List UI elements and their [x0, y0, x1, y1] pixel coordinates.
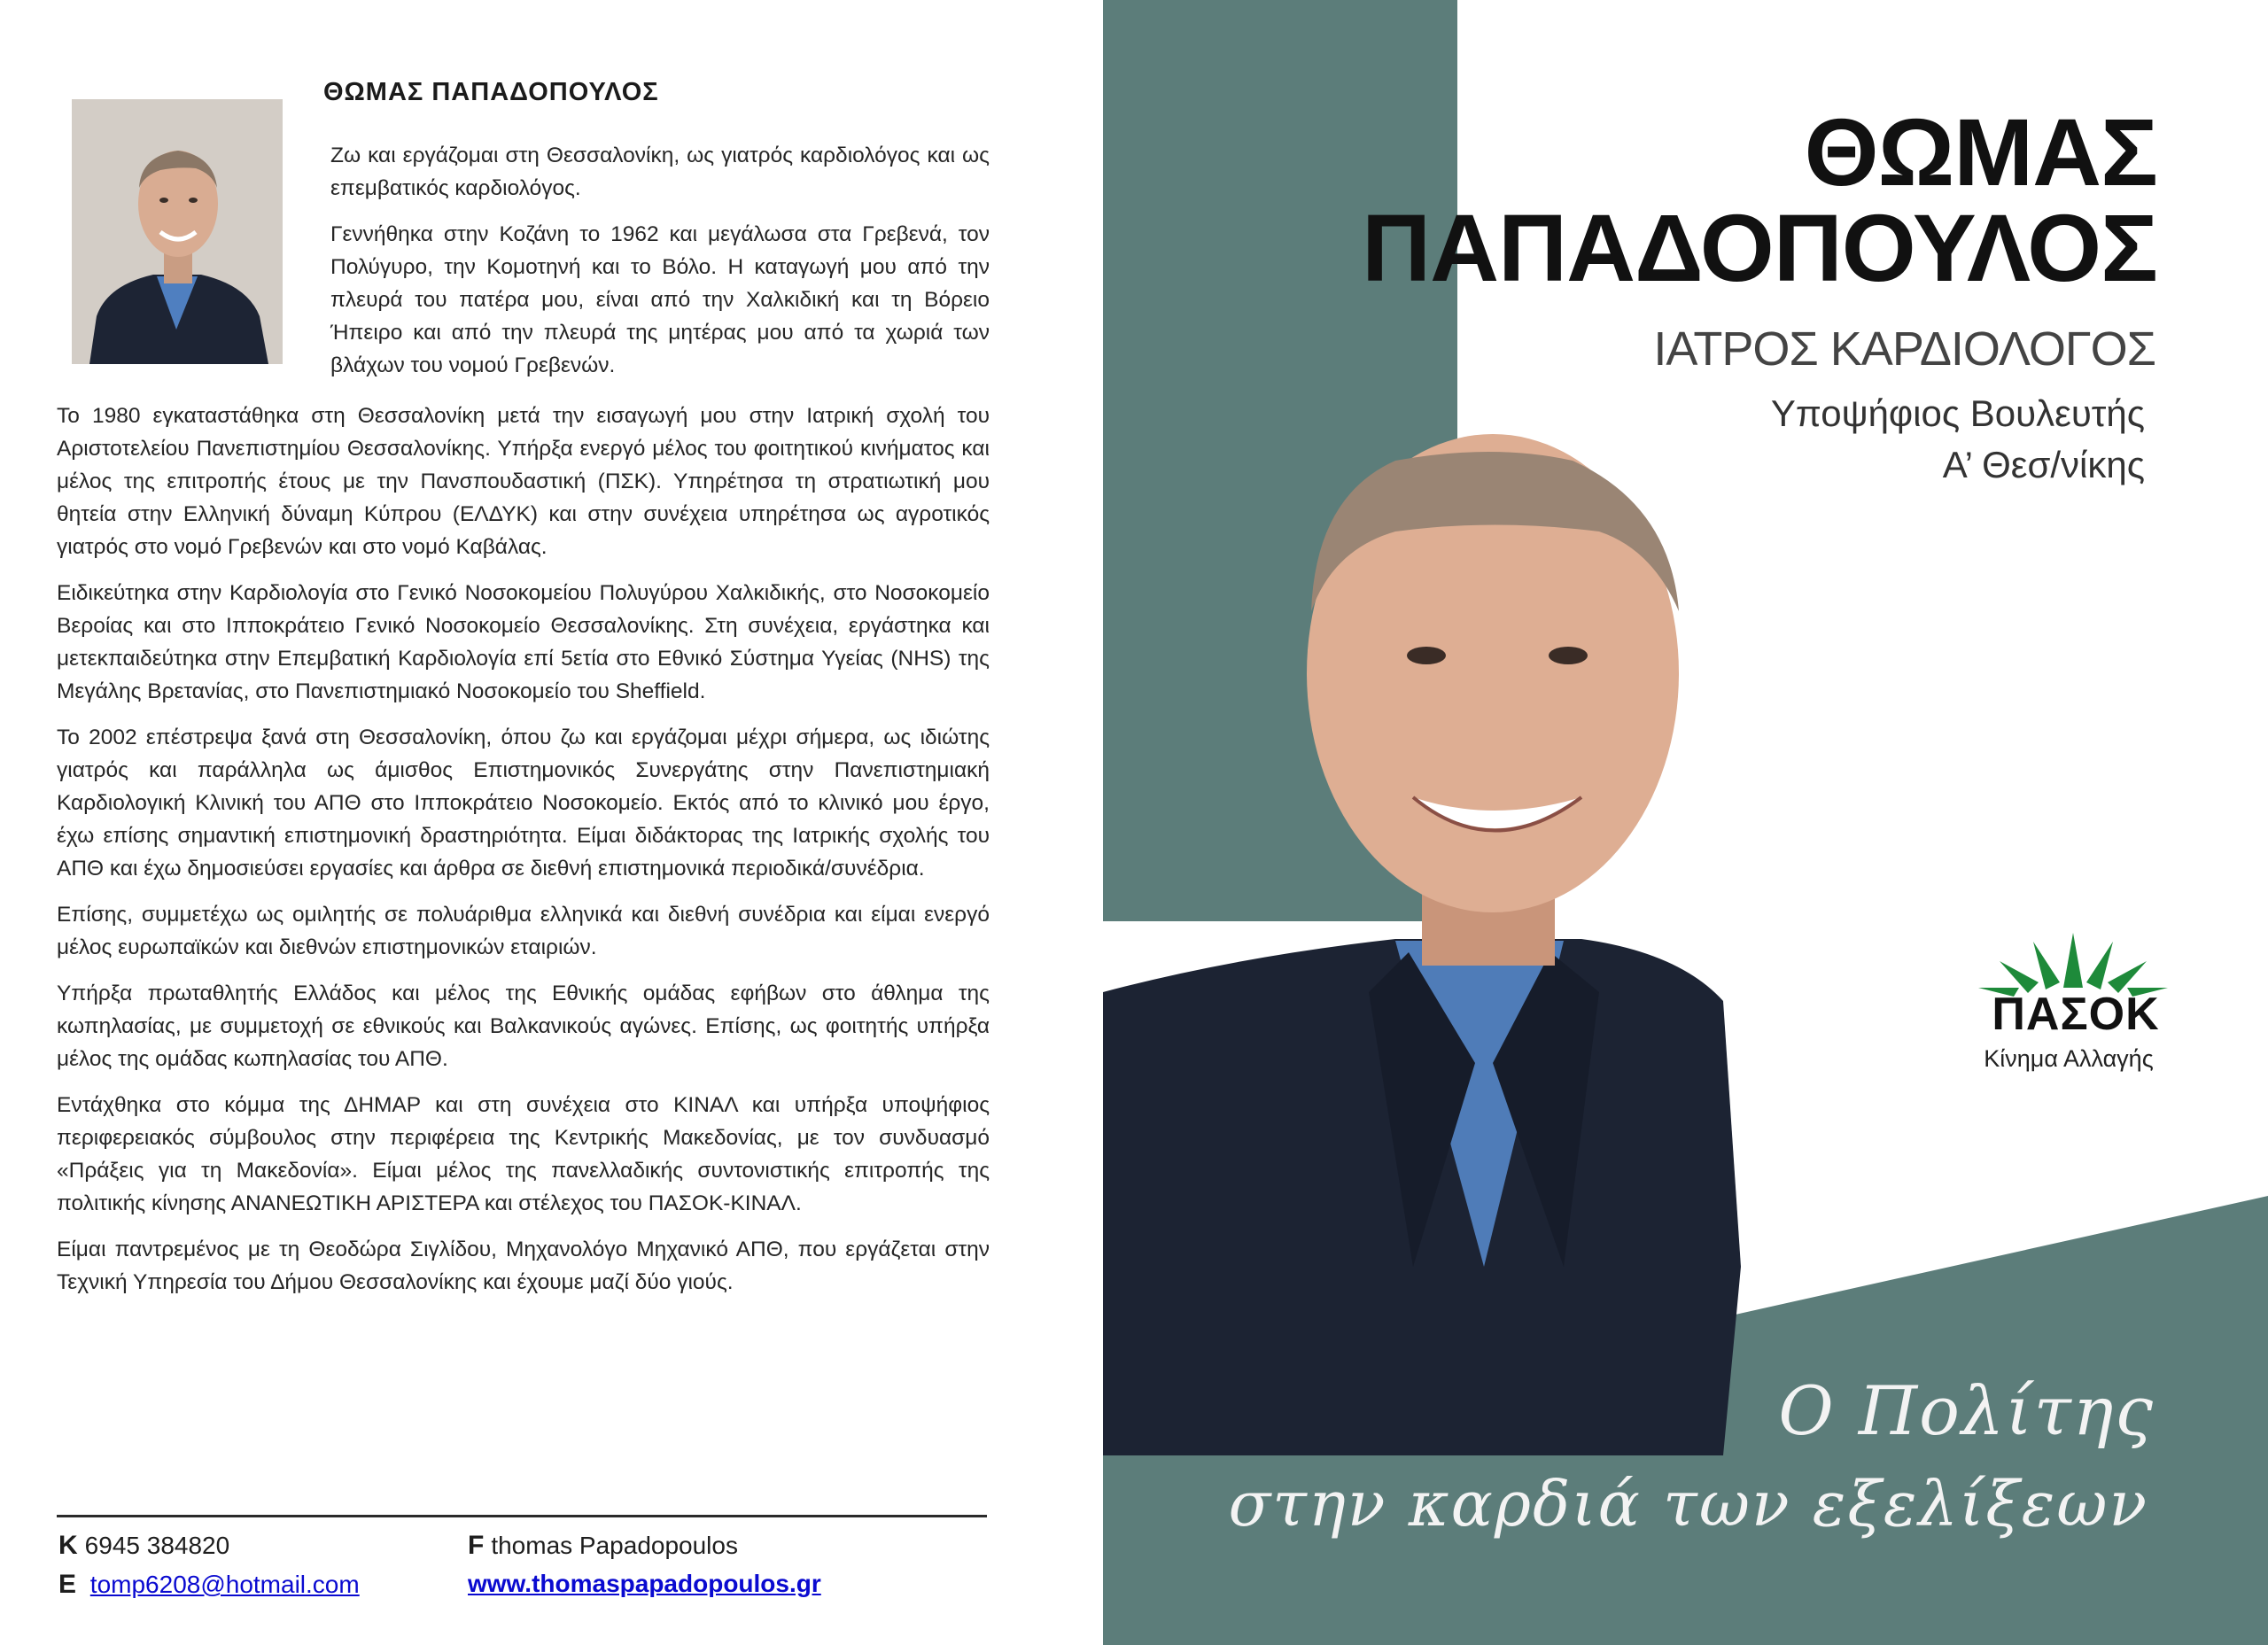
- slogan-line1: Ο Πολίτης: [1778, 1371, 2155, 1450]
- website-link[interactable]: www.thomaspapadopoulos.gr: [468, 1570, 821, 1597]
- intro-paragraph: Γεννήθηκα στην Κοζάνη το 1962 και μεγάλωσα στα Γρεβενά, τον Πολύγυρο, την Κομοτηνή και το Βόλο. Η καταγωγή μου από την πλευρά του πατέρα μου, είναι από την Χαλκιδική και τη Βόρειο Ήπειρο και από την πλευρά της μητέρας μου από τα χωριά των βλάχων του νομού Γρεβενών.: [330, 222, 990, 377]
- sun-rays-icon: [1971, 926, 2175, 997]
- candidate-thumbnail-photo: [72, 99, 283, 364]
- bio-header-name: ΘΩΜΑΣ ΠΑΠΑΔΟΠΟΥΛΟΣ: [323, 78, 659, 106]
- body-paragraph: Το 2002 επέστρεψα ξανά στη Θεσσαλονίκη, όπου ζω και εργάζομαι μέχρι σήμερα, ως ιδιώτης γιατρός και παράλληλα ως άμισθος Επιστημονικός Συνεργάτης στην Πανεπιστημιακή Καρδιολογική Κλινική του ΑΠΘ στο Ιπποκράτειο Νοσοκομείο. Εκτός από το κλινικό μου έργο, έχω επίσης σημαντική επιστημονική δραστηριότητα. Είμαι διδάκτορας της Ιατρικής σχολής του ΑΠΘ και έχω δημοσιεύσει εργασίες και άρθρα σε διεθνή επιστημονικά περιοδικά/συνέδρια.: [57, 726, 990, 881]
- facebook-label: F: [468, 1531, 485, 1560]
- party-logo-subtitle: Κίνημα Αλλαγής: [1984, 1045, 2154, 1072]
- cover-candidacy: [1771, 388, 2145, 491]
- website-contact: [468, 1570, 821, 1598]
- body-paragraph: Το 1980 εγκαταστάθηκα στη Θεσσαλονίκη μετά την εισαγωγή μου στην Ιατρική σχολή του Αριστοτελείου Πανεπιστημίου Θεσσαλονίκης. Υπήρξα ενεργό μέλος του φοιτητικού κινήματος και μέλος της επιτροπής έτους με την Πανσπουδαστική (ΠΣΚ). Υπηρέτησα τη στρατιωτική μου θητεία στην Ελληνική δύναμη Κύπρου (ΕΛΔΥΚ) και στην συνέχεια υπηρέτησα ως αγροτικός γιατρός στο νομό Γρεβενών και στο νομό Καβάλας.: [57, 404, 990, 559]
- slogan-line2: στην καρδιά των εξελίξεων: [1228, 1468, 2148, 1540]
- bio-intro: [330, 139, 990, 395]
- bio-body: [57, 400, 990, 1312]
- candidacy-line1: Υποψήφιος Βουλευτής: [1770, 392, 2145, 434]
- cover-profession: ΙΑΤΡΟΣ ΚΑΡΔΙΟΛΟΓΟΣ: [1653, 322, 2155, 376]
- intro-paragraph: Ζω και εργάζομαι στη Θεσσαλονίκη, ως γιατρός καρδιολόγος και ως επεμβατικός καρδιολόγος.: [330, 144, 990, 200]
- facebook-contact: [468, 1531, 738, 1561]
- candidacy-line2: Α’ Θεσ/νίκης: [1942, 444, 2145, 485]
- phone-number: 6945 384820: [84, 1532, 230, 1559]
- cover-candidate-name: [1362, 98, 2157, 301]
- body-paragraph: Είμαι παντρεμένος με τη Θεοδώρα Σιγλίδου, Μηχανολόγο Μηχανικό ΑΠΘ, που εργάζεται στην Τεχνική Υπηρεσία του Δήμου Θεσσαλονίκης και έχουμε μαζί δύο γιούς.: [57, 1238, 990, 1294]
- body-paragraph: Ειδικεύτηκα στην Καρδιολογία στο Γενικό Νοσοκομείου Πολυγύρου Χαλκιδικής, στο Νοσοκομείο Βεροίας και στο Ιπποκράτειο Γενικό Νοσοκομείο Θεσσαλονίκης. Στη συνέχεια, εργάστηκα και μετεκπαιδεύτηκα στην Επεμβατική Καρδιολογία επί 5ετία στο Εθνικό Σύστημα Υγείας (NHS) της Μεγάλης Βρετανίας, στο Πανεπιστημιακό Νοσοκομείο του Sheffield.: [57, 581, 990, 703]
- bio-page: [0, 0, 1103, 1645]
- email-link[interactable]: tomp6208@hotmail.com: [89, 1571, 360, 1598]
- phone-contact: [58, 1531, 229, 1561]
- party-logo-text: ΠΑΣΟΚ: [1992, 989, 2160, 1040]
- email-contact: [58, 1570, 360, 1600]
- body-paragraph: Επίσης, συμμετέχω ως ομιλητής σε πολυάριθμα ελληνικά και διεθνή συνέδρια και είμαι ενεργό μέλος ευρωπαϊκών και διεθνών επιστημονικών εταιριών.: [57, 903, 990, 959]
- email-label: E: [58, 1570, 77, 1599]
- body-paragraph: Υπήρξα πρωταθλητής Ελλάδος και μέλος της Εθνικής ομάδας εφήβων στο άθλημα της κωπηλασίας, με συμμετοχή σε εθνικούς και Βαλκανικούς αγώνες. Επίσης, ως φοιτητής υπήρξα μέλος της ομάδας κωπηλασίας του ΑΠΘ.: [57, 982, 990, 1071]
- contact-divider: [57, 1515, 987, 1517]
- cover-name-line1: ΘΩΜΑΣ: [1804, 98, 2157, 206]
- cover-name-line2: ΠΑΠΑΔΟΠΟΥΛΟΣ: [1362, 194, 2157, 301]
- facebook-name: thomas Papadopoulos: [491, 1532, 738, 1559]
- body-paragraph: Εντάχθηκα στο κόμμα της ΔΗΜΑΡ και στη συνέχεια στο ΚΙΝΑΛ και υπήρξα υποψήφιος περιφερειακός σύμβουλος στην περιφέρεια της Κεντρικής Μακεδονίας, με τον συνδυασμό «Πράξεις για τη Μακεδονία». Είμαι μέλος της πανελλαδικής συντονιστικής επιτροπής της πολιτικής κίνησης ΑΝΑΝΕΩΤΙΚΗ ΑΡΙΣΤΕΡΑ και στέλεχος του ΠΑΣΟΚ-ΚΙΝΑΛ.: [57, 1093, 990, 1215]
- phone-label: K: [58, 1531, 78, 1560]
